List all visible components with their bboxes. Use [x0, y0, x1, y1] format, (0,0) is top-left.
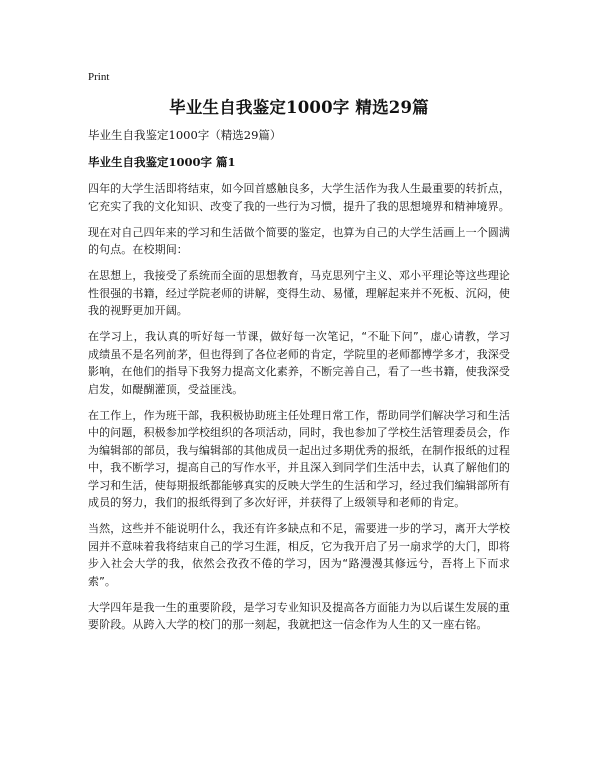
paragraph: 在学习上，我认真的听好每一节课，做好每一次笔记，“不耻下问”，虚心请教，学习成绩虽不是名列前茅，但也得到了各位老师的肯定，学院里的老师都博学多才，我深受影响，在他们的指导下我努力提高文化素养，不断完善自己，看了一些书籍，使我深受启发，如醍醐灌顶，受益匪浅。	[88, 330, 510, 396]
paragraph: 当然，这些并不能说明什么，我还有许多缺点和不足，需要进一步的学习，离开大学校园并不意味着我将结束自己的学习生涯，相反，它为我开启了另一扇求学的大门，即将步入社会大学的我，依然会孜孜不倦的学习，因为“路漫漫其修远兮，吾将上下而求索”。	[88, 522, 510, 588]
print-label: Print	[88, 71, 110, 83]
paragraph: 大学四年是我一生的重要阶段，是学习专业知识及提高各方面能力为以后谋生发展的重要阶段。从跨入大学的校门的那一刻起，我就把这一信念作为人生的又一座右铭。	[88, 600, 510, 631]
document-title: 毕业生自我鉴定1000字 精选29篇	[169, 98, 429, 117]
document-subtitle: 毕业生自我鉴定1000字（精选29篇）	[88, 128, 282, 142]
paragraph: 现在对自己四年来的学习和生活做个简要的鉴定，也算为自己的大学生活画上一个圆满的句点。在校期间：	[88, 225, 510, 256]
paragraph: 四年的大学生活即将结束，如今回首感触良多，大学生活作为我人生最重要的转折点，它充实了我的文化知识、改变了我的一些行为习惯，提升了我的思想境界和精神境界。	[88, 182, 510, 213]
paragraph: 在工作上，作为班干部，我积极协助班主任处理日常工作，帮助同学们解决学习和生活中的问题，积极参加学校组织的各项活动，同时，我也参加了学校生活管理委员会，作为编辑部的部员，我与编辑部的其他成员一起出过多期优秀的报纸，在制作报纸的过程中，我不断学习，提高自己的写作水平，并且深入到同学们生活中去，认真了解他们的学习和生活，使每期报纸都能够真实的反映大学生的生活和学习，经过我们编辑部所有成员的努力，我们的报纸得到了多次好评，并获得了上级领导和老师的肯定。	[88, 408, 510, 509]
section-heading: 毕业生自我鉴定1000字 篇1	[88, 155, 236, 169]
paragraph: 在思想上，我接受了系统而全面的思想教育，马克思列宁主义、邓小平理论等这些理论性很强的书籍，经过学院老师的讲解，变得生动、易懂，理解起来并不死板、沉闷，使我的视野更加开阔。	[88, 269, 510, 317]
